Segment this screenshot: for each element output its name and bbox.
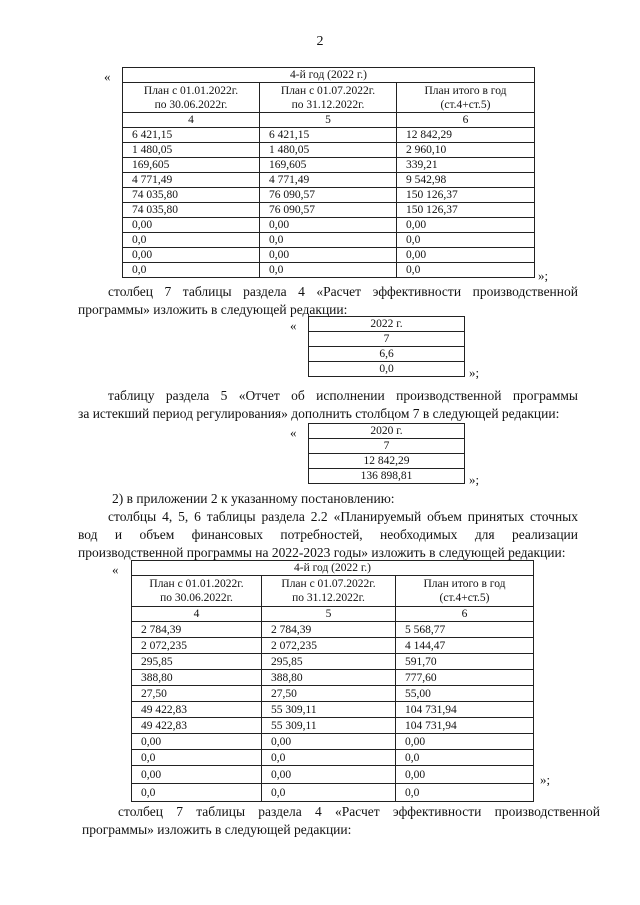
table-row — [309, 347, 465, 362]
table-cell: 9 542,98 — [397, 173, 535, 188]
column-header: План с 01.01.2022г. по 30.06.2022г. — [132, 576, 262, 607]
table-cell: 388,80 — [262, 670, 396, 686]
column-header: План с 01.01.2022г. по 30.06.2022г. — [123, 83, 260, 113]
table-cell: 2 784,39 — [132, 622, 262, 638]
table-cell: 388,80 — [132, 670, 262, 686]
paragraph-line: программы» изложить в следующей редакции: — [78, 302, 348, 317]
table-4 — [131, 560, 534, 802]
column-header: План с 01.07.2022г. по 31.12.2022г. — [262, 576, 396, 607]
table-row — [132, 686, 534, 702]
column-number: 4 — [123, 113, 260, 128]
table-cell: 0,0 — [309, 362, 465, 377]
table-row — [132, 638, 534, 654]
table-cell: 136 898,81 — [309, 469, 465, 484]
table-row — [132, 670, 534, 686]
table-row — [309, 424, 465, 439]
open-quote: « — [104, 69, 111, 84]
table-cell: 0,00 — [397, 218, 535, 233]
table-cell: 7 — [309, 439, 465, 454]
close-suffix: »; — [469, 365, 480, 380]
table-row — [123, 248, 535, 263]
table-cell: 5 568,77 — [396, 622, 534, 638]
table-cell: 0,00 — [396, 766, 534, 784]
table-cell: 49 422,83 — [132, 702, 262, 718]
table-cell: 150 126,37 — [397, 203, 535, 218]
page-number: 2 — [316, 34, 324, 49]
table-row — [123, 173, 535, 188]
table-cell: 1 480,05 — [260, 143, 397, 158]
table-cell: 27,50 — [132, 686, 262, 702]
table-cell: 591,70 — [396, 654, 534, 670]
table-row — [132, 718, 534, 734]
table-cell: 2 960,10 — [397, 143, 535, 158]
table-cell: 6,6 — [309, 347, 465, 362]
table-2 — [308, 316, 465, 377]
table-cell: 295,85 — [132, 654, 262, 670]
table-row — [132, 654, 534, 670]
table-cell: 2 784,39 — [262, 622, 396, 638]
table-cell: 1 480,05 — [123, 143, 260, 158]
table-cell: 76 090,57 — [260, 203, 397, 218]
table-cell: 104 731,94 — [396, 718, 534, 734]
close-suffix: »; — [540, 772, 551, 787]
paragraph-line: столбец 7 таблицы раздела 4 «Расчет эффективности производственной — [108, 284, 578, 299]
table-cell: 2 072,235 — [262, 638, 396, 654]
table-cell: 0,00 — [123, 218, 260, 233]
table-row — [309, 362, 465, 377]
table-cell: 150 126,37 — [397, 188, 535, 203]
table-row — [132, 622, 534, 638]
table-1 — [122, 67, 535, 278]
table-cell: 4 771,49 — [123, 173, 260, 188]
paragraph-line: 2) в приложении 2 к указанному постановлению: — [112, 491, 395, 506]
table-cell: 0,0 — [132, 784, 262, 802]
table-cell: 0,0 — [397, 233, 535, 248]
table-cell: 55 309,11 — [262, 702, 396, 718]
table-cell: 12 842,29 — [309, 454, 465, 469]
table-cell: 0,00 — [132, 766, 262, 784]
table-cell: 0,0 — [397, 263, 535, 278]
table-cell: 4 771,49 — [260, 173, 397, 188]
column-header: План с 01.07.2022г. по 31.12.2022г. — [260, 83, 397, 113]
paragraph-line: производственной программы на 2022-2023 годы» изложить в следующей редакции: — [78, 545, 566, 560]
table-cell: 49 422,83 — [132, 718, 262, 734]
table-cell: 6 421,15 — [260, 128, 397, 143]
table-row — [123, 128, 535, 143]
table-3 — [308, 423, 465, 484]
table-cell: 2020 г. — [309, 424, 465, 439]
table-cell: 0,0 — [396, 750, 534, 766]
table-cell: 0,00 — [262, 734, 396, 750]
table-group-header: 4-й год (2022 г.) — [123, 68, 535, 83]
table-cell: 0,0 — [396, 784, 534, 802]
table-row — [309, 454, 465, 469]
open-quote: « — [112, 562, 119, 577]
table-cell: 55 309,11 — [262, 718, 396, 734]
column-number: 6 — [396, 607, 534, 622]
table-cell: 0,00 — [260, 248, 397, 263]
table-cell: 0,0 — [123, 233, 260, 248]
column-header: План итого в год (ст.4+ст.5) — [396, 576, 534, 607]
table-row — [123, 263, 535, 278]
table-row — [132, 734, 534, 750]
paragraph-line: программы» изложить в следующей редакции: — [82, 822, 352, 837]
table-cell: 2022 г. — [309, 317, 465, 332]
table-cell: 27,50 — [262, 686, 396, 702]
table-row — [132, 702, 534, 718]
table-cell: 104 731,94 — [396, 702, 534, 718]
table-cell: 295,85 — [262, 654, 396, 670]
table-row — [123, 218, 535, 233]
paragraph-line: за истекший период регулирования» дополнить столбцом 7 в следующей редакции: — [78, 406, 560, 421]
table-cell: 2 072,235 — [132, 638, 262, 654]
column-header: План итого в год (ст.4+ст.5) — [397, 83, 535, 113]
table-row — [309, 332, 465, 347]
table-row — [123, 233, 535, 248]
table-cell: 74 035,80 — [123, 203, 260, 218]
table-row — [123, 143, 535, 158]
table-cell: 74 035,80 — [123, 188, 260, 203]
table-row — [309, 439, 465, 454]
table-row — [309, 469, 465, 484]
table-cell: 0,0 — [262, 750, 396, 766]
column-number: 6 — [397, 113, 535, 128]
table-cell: 339,21 — [397, 158, 535, 173]
table-cell: 0,0 — [260, 233, 397, 248]
table-cell: 0,0 — [260, 263, 397, 278]
table-cell: 169,605 — [123, 158, 260, 173]
table-cell: 0,0 — [123, 263, 260, 278]
table-cell: 0,00 — [397, 248, 535, 263]
column-number: 5 — [262, 607, 396, 622]
table-row — [132, 750, 534, 766]
close-suffix: »; — [538, 268, 549, 283]
paragraph-line: таблицу раздела 5 «Отчет об исполнении производственной программы — [108, 388, 578, 403]
table-cell: 777,60 — [396, 670, 534, 686]
table-cell: 12 842,29 — [397, 128, 535, 143]
paragraph-line: столбцы 4, 5, 6 таблицы раздела 2.2 «Планируемый объем принятых сточных — [108, 509, 578, 524]
table-cell: 6 421,15 — [123, 128, 260, 143]
paragraph-line: столбец 7 таблицы раздела 4 «Расчет эффективности производственной — [118, 804, 600, 819]
table-row — [132, 784, 534, 802]
paragraph-line: вод и объем финансовых потребностей, необходимых для реализации — [78, 527, 578, 542]
table-cell: 0,00 — [123, 248, 260, 263]
close-suffix: »; — [469, 472, 480, 487]
table-row — [123, 188, 535, 203]
table-row — [123, 203, 535, 218]
table-group-header: 4-й год (2022 г.) — [132, 561, 534, 576]
table-cell: 4 144,47 — [396, 638, 534, 654]
table-cell: 0,00 — [396, 734, 534, 750]
column-number: 4 — [132, 607, 262, 622]
table-cell: 7 — [309, 332, 465, 347]
open-quote: « — [290, 318, 297, 333]
table-cell: 0,00 — [260, 218, 397, 233]
table-cell: 0,00 — [262, 766, 396, 784]
table-row — [123, 158, 535, 173]
table-cell: 0,0 — [262, 784, 396, 802]
table-cell: 169,605 — [260, 158, 397, 173]
table-cell: 55,00 — [396, 686, 534, 702]
table-cell: 0,00 — [132, 734, 262, 750]
column-number: 5 — [260, 113, 397, 128]
table-row — [132, 766, 534, 784]
table-cell: 76 090,57 — [260, 188, 397, 203]
table-row — [309, 317, 465, 332]
open-quote: « — [290, 425, 297, 440]
table-cell: 0,0 — [132, 750, 262, 766]
